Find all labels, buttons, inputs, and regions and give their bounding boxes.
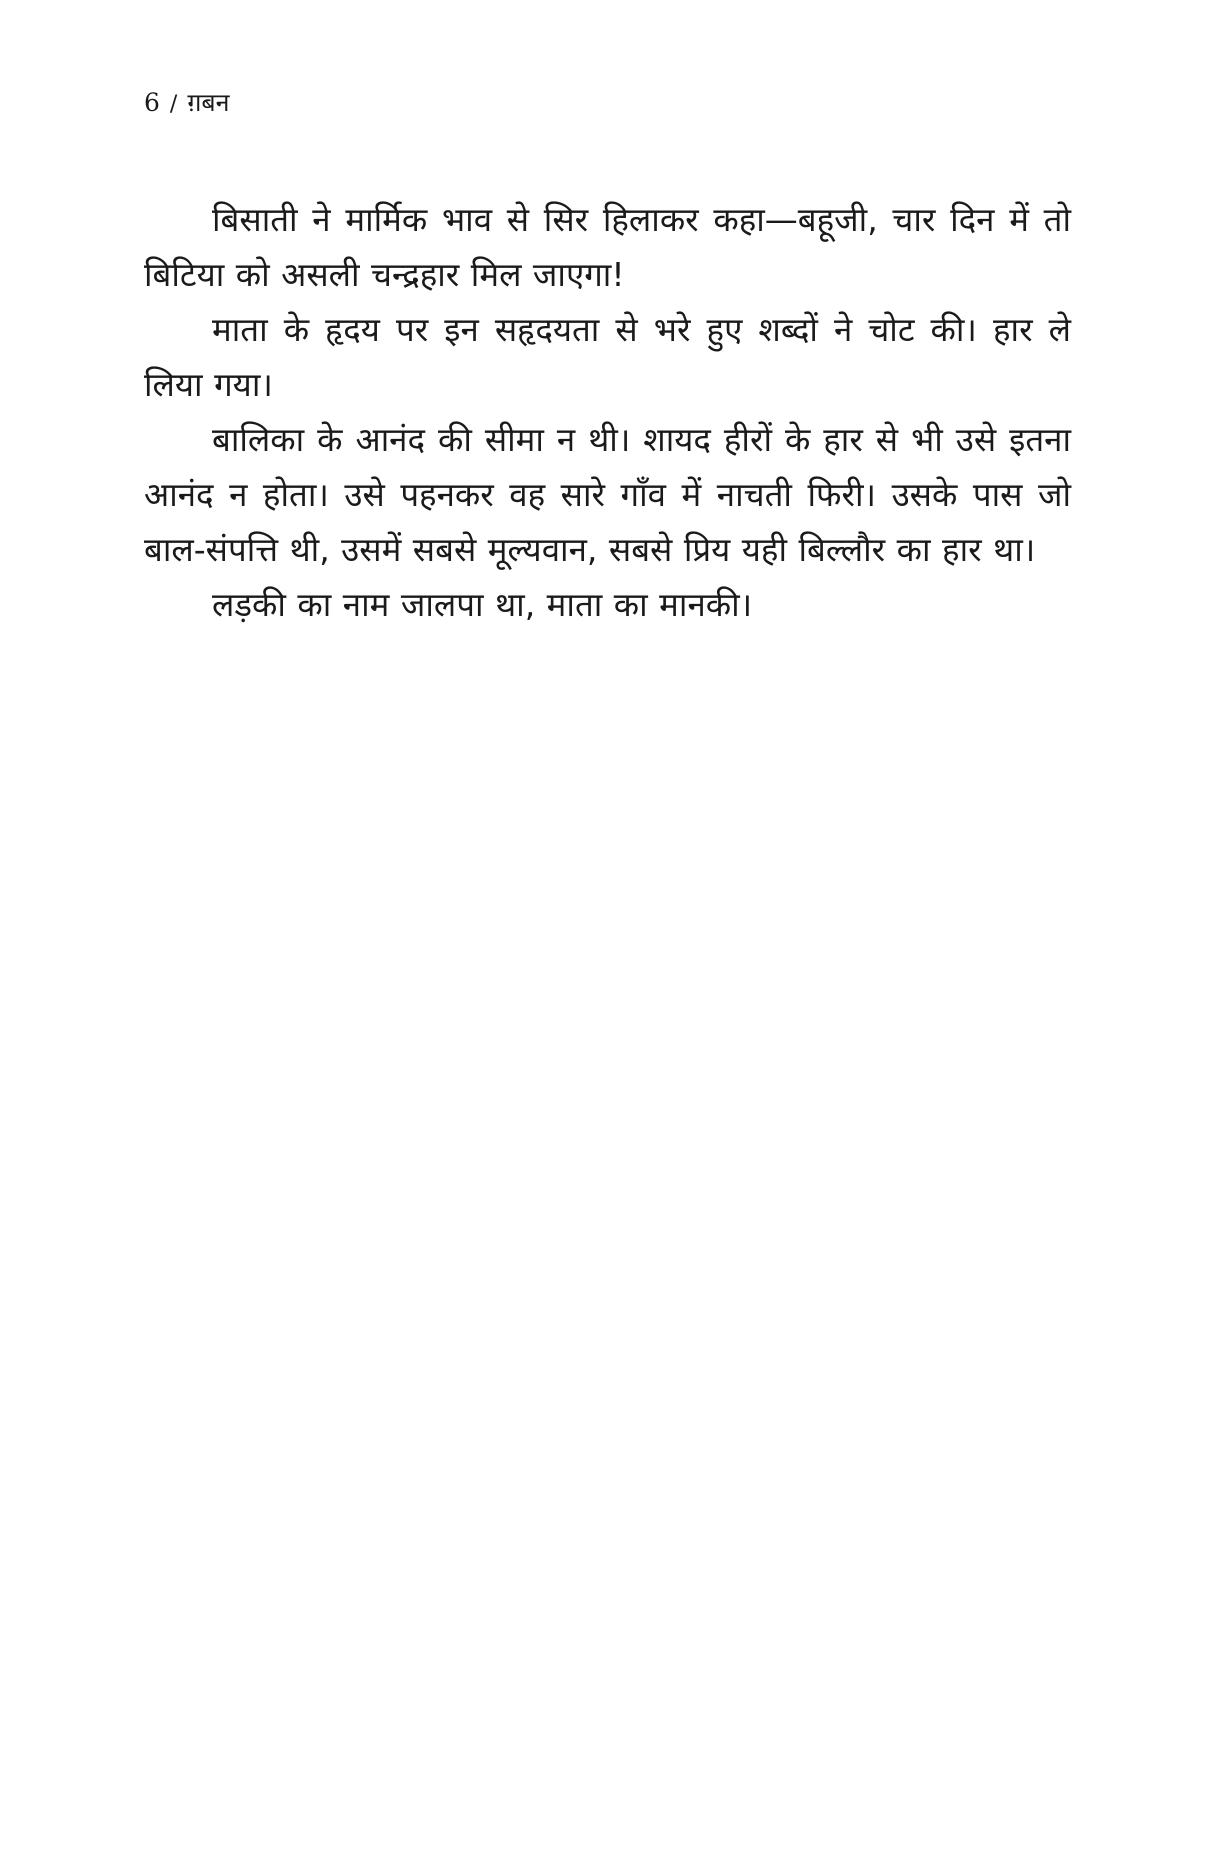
- body-text: [144, 192, 1071, 632]
- header-separator: /: [169, 92, 178, 117]
- paragraph: माता के हृदय पर इन सहृदयता से भरे हुए शब्दों ने चोट की। हार ले लिया गया।: [144, 310, 1071, 404]
- running-header: [144, 86, 230, 122]
- book-title: ग़बन: [187, 88, 230, 117]
- paragraph: लड़की का नाम जालपा था, माता का मानकी।: [212, 585, 753, 624]
- paragraph: बिसाती ने मार्मिक भाव से सिर हिलाकर कहा—बहूजी, चार दिन में तो बिटिया को असली चन्द्रहार मिल जाएगा!: [144, 200, 1071, 294]
- paragraph: बालिका के आनंद की सीमा न थी। शायद हीरों के हार से भी उसे इतना आनंद न होता। उसे पहनकर वह सारे गाँव में नाचती फिरी। उसके पास जो बाल-संपत्ति थी, उसमें सबसे मूल्यवान, सबसे प्रिय यही बिल्लौर का हार था।: [144, 420, 1071, 569]
- page-number: 6: [144, 88, 160, 117]
